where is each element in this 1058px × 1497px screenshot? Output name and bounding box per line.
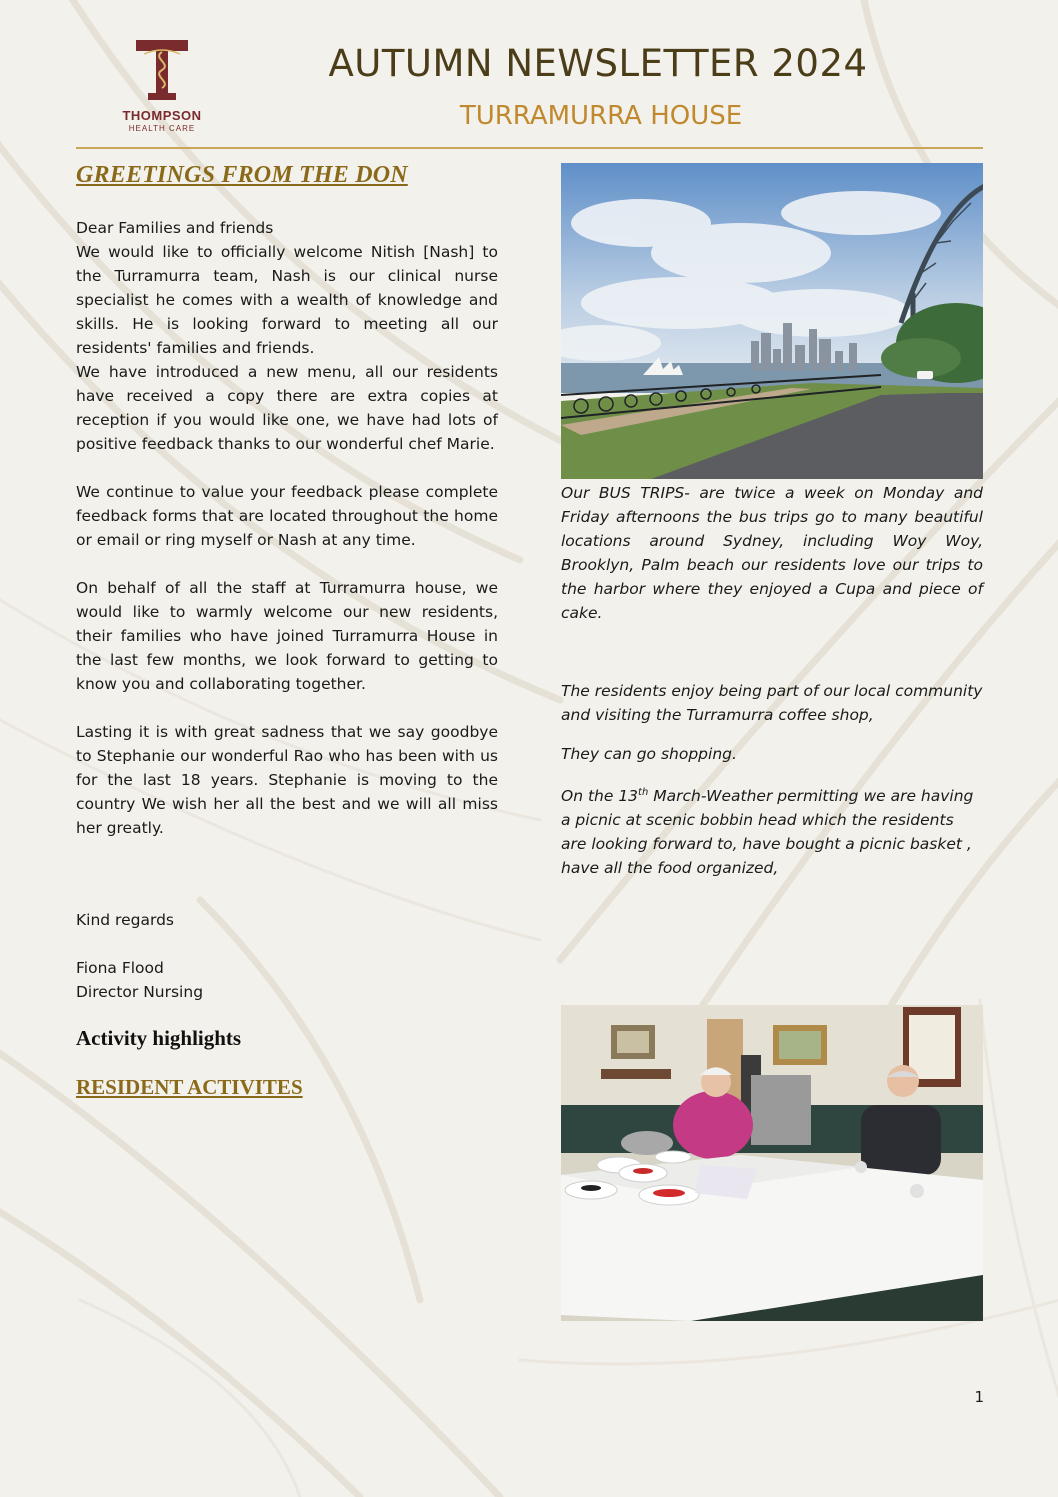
signer-title: Director Nursing	[76, 983, 204, 1001]
signer-name: Fiona Flood	[76, 959, 164, 977]
greetings-letter	[76, 216, 498, 840]
letter-signoff	[76, 908, 498, 1004]
letter-salutation: Dear Families and friends	[76, 219, 274, 237]
newsletter-subtitle: TURRAMURRA HOUSE	[459, 101, 743, 131]
letter-closing: Kind regards	[76, 911, 174, 929]
community-coffee-text: The residents enjoy being part of our local community and visiting the Turramurra coffee shop,	[561, 682, 983, 724]
bus-trip-text: Our BUS TRIPS- are twice a week on Monday and Friday afternoons the bus trips go to many beautiful locations around Sydney, including Woy Woy, Brooklyn, Palm beach our residents love our trips to the harbor where they enjoyed a Cupa and piece of cake.	[561, 484, 983, 622]
resident-activities-heading: RESIDENT ACTIVITES	[76, 1075, 303, 1099]
caduceus-logo-icon	[134, 38, 190, 102]
activity-heading: Activity highlights	[76, 1026, 242, 1050]
header-divider	[76, 147, 983, 149]
bus-trip-caption	[561, 481, 983, 625]
letter-paragraph: We would like to officially welcome Nitish [Nash] to the Turramurra team, Nash is our clinical nurse specialist he comes with a wealth of knowledge and skills. He is looking forward to meeting all our residents' families and friends.	[76, 243, 498, 357]
letter-paragraph: We continue to value your feedback please complete feedback forms that are located throughout the home or email or ring myself or Nash at any time.	[76, 483, 498, 549]
community-shopping-text: They can go shopping.	[561, 745, 737, 763]
letter-paragraph: On behalf of all the staff at Turramurra house, we would like to warmly welcome our new residents, their families who have joined Turramurra House in the last few months, we look forward to getting to know you and collaborating together.	[76, 579, 498, 693]
harbour-bus-trip-photo	[561, 163, 983, 479]
brand-tagline: HEALTH CARE	[128, 124, 196, 133]
brand-name: THOMPSON	[122, 108, 202, 123]
community-section	[561, 679, 983, 895]
residents-table-photo	[561, 1005, 983, 1321]
picnic-text: On the 13th March-Weather permitting we are having a picnic at scenic bobbin head which the residents are looking forward to, have bought a picnic basket , have all the food organized,	[561, 787, 974, 878]
letter-paragraph: We have introduced a new menu, all our residents have received a copy there are extra copies at reception if you would like one, we have had lots of positive feedback thanks to our wonderful chef Marie.	[76, 363, 498, 453]
letter-paragraph: Lasting it is with great sadness that we say goodbye to Stephanie our wonderful Rao who has been with us for the last 18 years. Stephanie is moving to the country We wish her all the best and we will all miss her greatly.	[76, 723, 498, 837]
brand-logo	[110, 38, 214, 134]
newsletter-title: AUTUMN NEWSLETTER 2024	[328, 42, 868, 85]
greetings-heading: GREETINGS FROM THE DON	[76, 162, 408, 188]
page-number: 1	[974, 1388, 984, 1406]
